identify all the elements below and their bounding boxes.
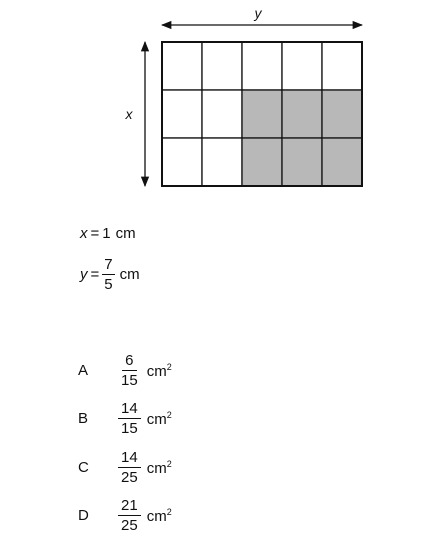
unit-exponent: 2 xyxy=(166,506,172,517)
option-unit xyxy=(147,460,172,476)
unit-text: cm xyxy=(146,362,167,380)
grid-cell xyxy=(202,90,242,138)
x-variable: x xyxy=(80,225,88,242)
shaded-cell xyxy=(322,90,362,138)
shaded-cell xyxy=(282,90,322,138)
option-denominator: 15 xyxy=(121,372,138,389)
y-denominator: 5 xyxy=(104,276,113,293)
option-a[interactable] xyxy=(78,353,172,388)
y-variable: y xyxy=(80,266,88,283)
option-denominator: 25 xyxy=(121,469,138,486)
grid-cell xyxy=(202,42,242,90)
option-numerator: 21 xyxy=(118,498,141,516)
unit-text: cm xyxy=(146,410,167,428)
option-fraction xyxy=(118,353,141,388)
option-numerator: 14 xyxy=(118,401,141,419)
y-unit: cm xyxy=(119,266,140,283)
unit-exponent: 2 xyxy=(166,361,172,372)
equals-sign: = xyxy=(90,266,100,283)
option-letter: D xyxy=(78,507,89,524)
shaded-cell xyxy=(242,138,282,186)
shaded-cell xyxy=(322,138,362,186)
given-y xyxy=(80,257,140,292)
grid-cell xyxy=(322,42,362,90)
grid-cell xyxy=(162,42,202,90)
option-denominator: 15 xyxy=(121,420,138,437)
width-label: y xyxy=(254,5,262,21)
shaded-cell xyxy=(242,90,282,138)
option-fraction xyxy=(118,401,141,436)
grid-cell xyxy=(162,90,202,138)
grid-cell xyxy=(282,42,322,90)
grid-cell xyxy=(162,138,202,186)
unit-text: cm xyxy=(146,459,167,477)
y-numerator: 7 xyxy=(104,256,113,273)
option-c[interactable] xyxy=(78,450,172,485)
shaded-cell xyxy=(282,138,322,186)
height-label: x xyxy=(125,106,133,122)
option-denominator: 25 xyxy=(121,517,138,534)
grid-cells xyxy=(162,42,362,186)
unit-text: cm xyxy=(146,507,167,525)
y-fraction xyxy=(102,257,114,292)
x-value: 1 xyxy=(102,225,111,242)
unit-exponent: 2 xyxy=(166,458,172,469)
option-letter: B xyxy=(78,410,89,427)
option-fraction xyxy=(118,450,141,485)
option-unit xyxy=(147,411,172,427)
given-x xyxy=(80,226,136,241)
unit-exponent: 2 xyxy=(166,409,172,420)
option-fraction xyxy=(118,498,141,533)
option-unit xyxy=(147,363,172,379)
option-numerator: 14 xyxy=(118,450,141,468)
option-b[interactable] xyxy=(78,401,172,436)
option-d[interactable] xyxy=(78,498,172,533)
option-numerator: 6 xyxy=(122,353,136,371)
grid-figure xyxy=(0,0,423,200)
option-letter: A xyxy=(78,362,89,379)
option-letter: C xyxy=(78,459,89,476)
grid-cell xyxy=(202,138,242,186)
option-unit xyxy=(147,508,172,524)
equals-sign: = xyxy=(90,225,100,242)
grid-cell xyxy=(242,42,282,90)
x-unit: cm xyxy=(115,225,136,242)
